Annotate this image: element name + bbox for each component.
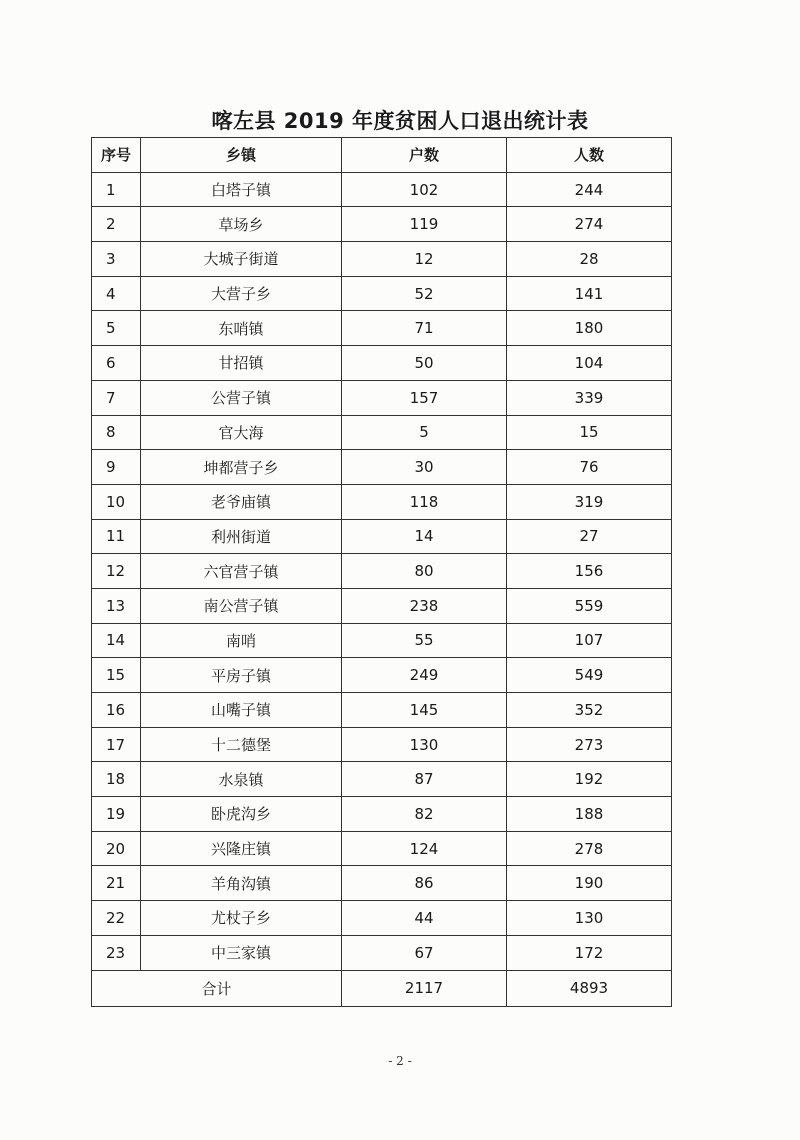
row-people: 15 [507, 415, 672, 450]
row-town: 尤杖子乡 [141, 901, 342, 936]
row-index: 3 [92, 242, 141, 277]
table-body [92, 172, 672, 970]
row-people: 339 [507, 380, 672, 415]
table-row [92, 346, 672, 381]
row-town: 兴隆庄镇 [141, 831, 342, 866]
row-households: 5 [342, 415, 507, 450]
row-households: 67 [342, 935, 507, 970]
row-households: 124 [342, 831, 507, 866]
row-people: 28 [507, 242, 672, 277]
total-people: 4893 [507, 970, 672, 1006]
row-town: 平房子镇 [141, 658, 342, 693]
row-index: 20 [92, 831, 141, 866]
row-index: 6 [92, 346, 141, 381]
row-town: 卧虎沟乡 [141, 797, 342, 832]
row-households: 71 [342, 311, 507, 346]
row-households: 249 [342, 658, 507, 693]
table-row [92, 831, 672, 866]
table-row [92, 242, 672, 277]
row-people: 141 [507, 276, 672, 311]
row-households: 102 [342, 172, 507, 207]
row-households: 55 [342, 623, 507, 658]
row-town: 东哨镇 [141, 311, 342, 346]
table-row [92, 276, 672, 311]
row-people: 27 [507, 519, 672, 554]
row-people: 188 [507, 797, 672, 832]
row-people: 192 [507, 762, 672, 797]
table-row [92, 207, 672, 242]
row-town: 坤都营子乡 [141, 450, 342, 485]
row-town: 水泉镇 [141, 762, 342, 797]
table-row [92, 623, 672, 658]
row-households: 12 [342, 242, 507, 277]
table-row [92, 172, 672, 207]
row-town: 十二德堡 [141, 727, 342, 762]
table-total-row [92, 970, 672, 1006]
row-people: 76 [507, 450, 672, 485]
row-index: 19 [92, 797, 141, 832]
row-households: 14 [342, 519, 507, 554]
row-index: 17 [92, 727, 141, 762]
row-town: 草场乡 [141, 207, 342, 242]
total-label: 合计 [92, 970, 342, 1006]
row-people: 156 [507, 554, 672, 589]
row-households: 87 [342, 762, 507, 797]
total-households: 2117 [342, 970, 507, 1006]
table-row [92, 588, 672, 623]
row-town: 甘招镇 [141, 346, 342, 381]
row-people: 130 [507, 901, 672, 936]
row-people: 244 [507, 172, 672, 207]
row-households: 80 [342, 554, 507, 589]
row-town: 大营子乡 [141, 276, 342, 311]
row-index: 12 [92, 554, 141, 589]
row-people: 273 [507, 727, 672, 762]
table-row [92, 380, 672, 415]
row-town: 官大海 [141, 415, 342, 450]
row-people: 107 [507, 623, 672, 658]
table-row [92, 519, 672, 554]
row-households: 82 [342, 797, 507, 832]
header-households: 户数 [342, 138, 507, 173]
row-index: 15 [92, 658, 141, 693]
table-row [92, 415, 672, 450]
table-row [92, 762, 672, 797]
row-town: 南哨 [141, 623, 342, 658]
row-people: 180 [507, 311, 672, 346]
row-people: 559 [507, 588, 672, 623]
row-index: 1 [92, 172, 141, 207]
table-row [92, 693, 672, 728]
table-row [92, 311, 672, 346]
row-people: 319 [507, 484, 672, 519]
row-index: 8 [92, 415, 141, 450]
row-town: 白塔子镇 [141, 172, 342, 207]
row-index: 5 [92, 311, 141, 346]
header-index: 序号 [92, 138, 141, 173]
row-index: 23 [92, 935, 141, 970]
row-index: 4 [92, 276, 141, 311]
table-header-row [92, 138, 672, 173]
row-town: 羊角沟镇 [141, 866, 342, 901]
table-row [92, 450, 672, 485]
row-index: 10 [92, 484, 141, 519]
row-households: 130 [342, 727, 507, 762]
table-row [92, 901, 672, 936]
row-index: 11 [92, 519, 141, 554]
row-town: 六官营子镇 [141, 554, 342, 589]
row-people: 549 [507, 658, 672, 693]
poverty-exit-table [91, 137, 672, 1007]
row-town: 山嘴子镇 [141, 693, 342, 728]
row-households: 86 [342, 866, 507, 901]
row-index: 22 [92, 901, 141, 936]
row-index: 21 [92, 866, 141, 901]
row-index: 7 [92, 380, 141, 415]
table-row [92, 727, 672, 762]
row-town: 大城子街道 [141, 242, 342, 277]
row-people: 352 [507, 693, 672, 728]
page-title: 喀左县 2019 年度贫困人口退出统计表 [211, 109, 589, 133]
header-people: 人数 [507, 138, 672, 173]
row-index: 9 [92, 450, 141, 485]
row-people: 172 [507, 935, 672, 970]
row-index: 16 [92, 693, 141, 728]
row-households: 238 [342, 588, 507, 623]
row-households: 119 [342, 207, 507, 242]
row-people: 274 [507, 207, 672, 242]
row-households: 118 [342, 484, 507, 519]
row-town: 中三家镇 [141, 935, 342, 970]
row-people: 190 [507, 866, 672, 901]
row-town: 老爷庙镇 [141, 484, 342, 519]
table-row [92, 866, 672, 901]
row-households: 52 [342, 276, 507, 311]
row-index: 14 [92, 623, 141, 658]
page-number: - 2 - [388, 1054, 412, 1068]
row-households: 30 [342, 450, 507, 485]
row-people: 104 [507, 346, 672, 381]
row-index: 18 [92, 762, 141, 797]
row-households: 44 [342, 901, 507, 936]
row-households: 157 [342, 380, 507, 415]
row-index: 2 [92, 207, 141, 242]
table-row [92, 484, 672, 519]
table-row [92, 554, 672, 589]
row-households: 50 [342, 346, 507, 381]
row-town: 公营子镇 [141, 380, 342, 415]
table-row [92, 658, 672, 693]
row-index: 13 [92, 588, 141, 623]
table-row [92, 935, 672, 970]
header-town: 乡镇 [141, 138, 342, 173]
row-people: 278 [507, 831, 672, 866]
row-town: 利州街道 [141, 519, 342, 554]
table-row [92, 797, 672, 832]
row-town: 南公营子镇 [141, 588, 342, 623]
row-households: 145 [342, 693, 507, 728]
